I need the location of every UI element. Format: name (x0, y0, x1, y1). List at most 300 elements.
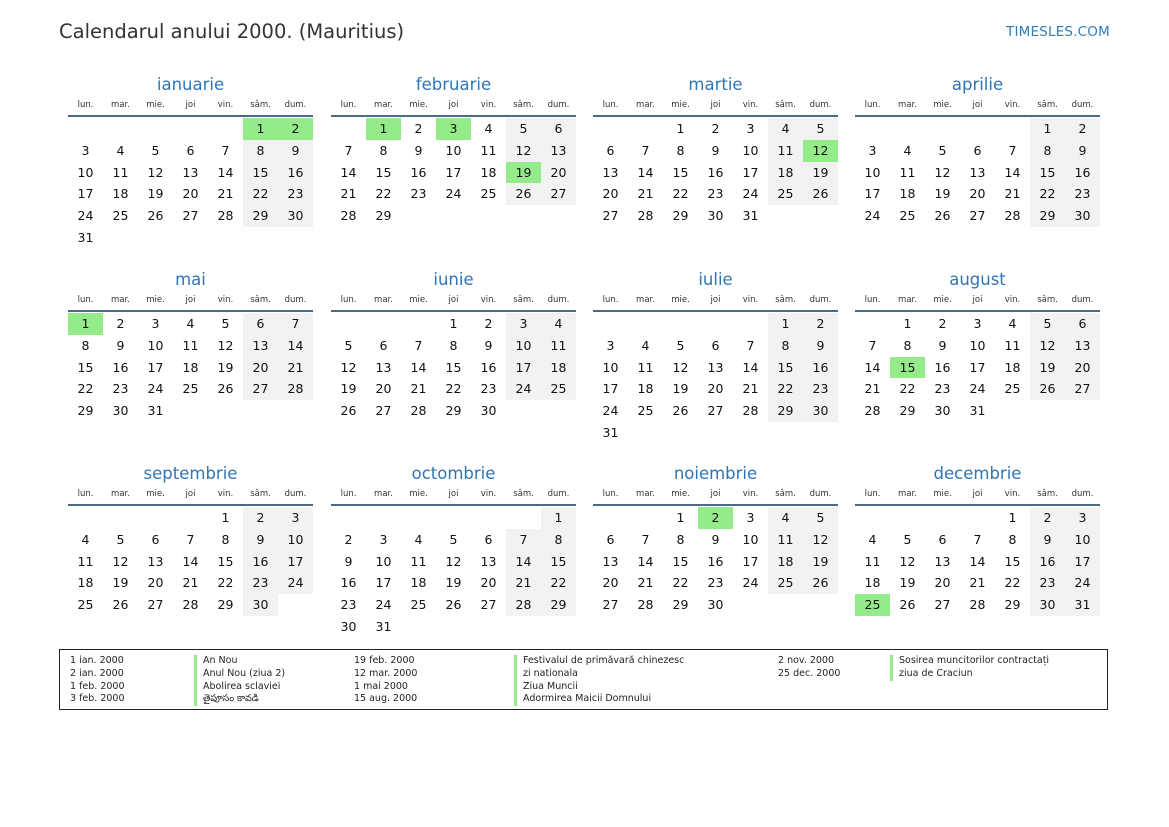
day-cell: 13 (147, 553, 164, 569)
day-cell: 15 (768, 357, 803, 379)
day-cell: 8 (449, 337, 458, 353)
day-cell: 19 (899, 575, 916, 591)
weekday-label: sâm. (1037, 295, 1058, 305)
weekday-label: joi (972, 100, 983, 110)
day-cell: 3 (506, 313, 541, 335)
day-cell: 10 (77, 164, 94, 180)
day-cell: 17 (864, 186, 881, 202)
day-cell: 21 (182, 575, 199, 591)
day-cell: 9 (1030, 529, 1065, 551)
day-cell: 9 (1065, 140, 1100, 162)
weekday-header (855, 98, 1100, 117)
day-cell: 31 (969, 403, 986, 419)
day-cell: 26 (899, 597, 916, 613)
legend-entry: 2 nov. 2000 (778, 655, 834, 666)
day-cell: 15 (541, 551, 576, 573)
month-august (855, 267, 1100, 422)
day-cell: 21 (340, 186, 357, 202)
holiday-legend (59, 649, 1108, 710)
day-cell: 4 (484, 121, 493, 136)
month-name: decembrie (933, 464, 1022, 483)
day-cell: 2 (711, 121, 720, 136)
month-name: februarie (415, 75, 492, 94)
day-cell: 30 (803, 400, 838, 422)
day-cell: 30 (707, 597, 724, 613)
day-cell: 16 (1030, 551, 1065, 573)
weekday-label: lun. (864, 295, 881, 305)
legend-entry: 1 mai 2000 (354, 680, 408, 692)
day-cell: 16 (934, 359, 951, 375)
weekday-label: vin. (217, 100, 234, 110)
weekday-label: mie. (146, 100, 165, 110)
day-cell: 27 (602, 597, 619, 613)
day-cell: 11 (112, 164, 129, 180)
day-cell: 15 (445, 359, 462, 375)
day-cell: 18 (1004, 359, 1021, 375)
day-cell: 29 (899, 403, 916, 419)
day-cell: 7 (344, 142, 353, 158)
day-cell: 17 (742, 553, 759, 569)
day-cell: 11 (899, 164, 916, 180)
weekday-label: lun. (77, 489, 94, 499)
month-decembrie (855, 461, 1100, 616)
weekday-label: sâm. (775, 100, 796, 110)
weekday-label: mie. (671, 489, 690, 499)
day-cell: 26 (445, 597, 462, 613)
month-name: martie (688, 75, 743, 94)
day-cell: 1 (1008, 510, 1017, 525)
day-cell: 17 (1065, 551, 1100, 573)
legend-entry: Anul Nou (ziua 2) (194, 668, 285, 681)
day-cell: 7 (746, 337, 755, 353)
weekday-label: joi (448, 295, 459, 305)
day-cell: 24 (375, 597, 392, 613)
day-cell: 29 (672, 208, 689, 224)
day-cell: 14 (864, 359, 881, 375)
day-cell: 6 (243, 313, 278, 335)
day-cell: 15 (672, 164, 689, 180)
day-cell: 23 (243, 572, 278, 594)
day-cell: 5 (676, 337, 685, 353)
day-cell: 10 (445, 142, 462, 158)
day-cell: 17 (969, 359, 986, 375)
day-cell: 22 (243, 183, 278, 205)
holiday-cell: 2 (698, 507, 733, 529)
day-cell: 24 (445, 186, 462, 202)
day-cell: 1 (676, 510, 685, 525)
day-cell: 11 (637, 359, 654, 375)
day-cell: 4 (768, 507, 803, 529)
day-cell: 28 (182, 597, 199, 613)
weekday-label: mie. (409, 489, 428, 499)
day-cell: 1 (541, 507, 576, 529)
day-cell: 30 (934, 403, 951, 419)
day-cell: 2 (243, 507, 278, 529)
day-cell: 15 (77, 359, 94, 375)
day-cell: 8 (221, 531, 230, 547)
day-cell: 30 (707, 208, 724, 224)
weekday-label: joi (710, 295, 721, 305)
weekday-label: mar. (111, 295, 130, 305)
day-cell: 25 (768, 572, 803, 594)
day-cell: 19 (672, 381, 689, 397)
day-cell: 13 (243, 335, 278, 357)
legend-entry: 2 ian. 2000 (70, 667, 124, 679)
day-cell: 27 (541, 183, 576, 205)
holiday-cell: 12 (803, 140, 838, 162)
day-cell: 13 (602, 164, 619, 180)
day-cell: 24 (77, 208, 94, 224)
day-cell: 10 (278, 529, 313, 551)
day-cell: 9 (243, 529, 278, 551)
day-cell: 29 (243, 205, 278, 227)
weekday-label: mar. (374, 295, 393, 305)
day-cell: 8 (903, 337, 912, 353)
month-name: septembrie (143, 464, 238, 483)
day-cell: 31 (375, 618, 392, 634)
day-cell: 21 (637, 186, 654, 202)
day-cell: 28 (340, 208, 357, 224)
holiday-cell: 3 (436, 118, 471, 140)
day-cell: 28 (1004, 208, 1021, 224)
day-cell: 17 (506, 357, 541, 379)
day-cell: 24 (742, 186, 759, 202)
day-cell: 7 (278, 313, 313, 335)
day-cell: 8 (676, 142, 685, 158)
weekday-label: mar. (898, 295, 917, 305)
day-cell: 11 (182, 337, 199, 353)
day-cell: 4 (1008, 316, 1017, 331)
day-cell: 13 (934, 553, 951, 569)
day-cell: 7 (186, 531, 195, 547)
holiday-cell: 1 (243, 118, 278, 140)
holiday-cell: 1 (68, 313, 103, 335)
day-cell: 29 (217, 597, 234, 613)
weekday-header (855, 293, 1100, 312)
weekday-label: vin. (1004, 100, 1021, 110)
day-cell: 9 (344, 553, 353, 569)
day-cell: 4 (186, 316, 195, 331)
day-cell: 23 (934, 381, 951, 397)
day-cell: 13 (707, 359, 724, 375)
day-cell: 25 (77, 597, 94, 613)
day-cell: 20 (602, 575, 619, 591)
page-title: Calendarul anului 2000. (Mauritius) (59, 20, 405, 43)
weekday-header (593, 487, 838, 506)
month-ianuarie (68, 72, 313, 249)
day-cell: 11 (864, 553, 881, 569)
day-cell: 9 (803, 335, 838, 357)
weekday-label: joi (185, 100, 196, 110)
day-cell: 29 (77, 403, 94, 419)
day-cell: 23 (803, 378, 838, 400)
month-name: iulie (698, 270, 733, 289)
month-septembrie (68, 461, 313, 616)
day-cell: 29 (672, 597, 689, 613)
weekday-label: joi (710, 100, 721, 110)
day-cell: 6 (973, 142, 982, 158)
month-februarie (331, 72, 576, 227)
legend-entry: An Nou (194, 655, 285, 668)
day-cell: 21 (217, 186, 234, 202)
day-cell: 5 (938, 142, 947, 158)
weekday-label: mar. (898, 489, 917, 499)
day-cell: 6 (379, 337, 388, 353)
day-cell: 12 (147, 164, 164, 180)
weekday-label: lun. (602, 100, 619, 110)
day-cell: 19 (934, 186, 951, 202)
day-cell: 22 (77, 381, 94, 397)
day-grid (593, 507, 838, 616)
day-cell: 16 (707, 164, 724, 180)
day-grid (331, 118, 576, 227)
day-cell: 24 (278, 572, 313, 594)
day-cell: 11 (541, 335, 576, 357)
day-cell: 21 (637, 575, 654, 591)
day-cell: 14 (1004, 164, 1021, 180)
day-cell: 23 (707, 575, 724, 591)
day-cell: 15 (217, 553, 234, 569)
day-cell: 14 (340, 164, 357, 180)
month-name: octombrie (411, 464, 496, 483)
day-cell: 6 (938, 531, 947, 547)
day-cell: 21 (506, 572, 541, 594)
weekday-label: mar. (374, 100, 393, 110)
day-cell: 21 (742, 381, 759, 397)
day-cell: 10 (969, 337, 986, 353)
day-cell: 22 (672, 186, 689, 202)
holiday-cell: 19 (506, 162, 541, 184)
day-cell: 29 (768, 400, 803, 422)
weekday-header (855, 487, 1100, 506)
day-cell: 20 (602, 186, 619, 202)
day-cell: 17 (278, 551, 313, 573)
day-cell: 6 (606, 531, 615, 547)
weekday-label: mar. (636, 489, 655, 499)
day-cell: 30 (480, 403, 497, 419)
day-cell: 20 (182, 186, 199, 202)
month-mai (68, 267, 313, 422)
month-name: noiembrie (673, 464, 758, 483)
day-cell: 11 (77, 553, 94, 569)
day-cell: 25 (768, 183, 803, 205)
day-cell: 30 (1030, 594, 1065, 616)
day-cell: 11 (410, 553, 427, 569)
day-cell: 3 (151, 316, 160, 331)
day-cell: 26 (934, 208, 951, 224)
weekday-label: sâm. (250, 295, 271, 305)
day-cell: 31 (1065, 594, 1100, 616)
day-cell: 24 (742, 575, 759, 591)
weekday-label: vin. (217, 295, 234, 305)
legend-entry: Abolirea sclaviei (194, 681, 285, 694)
month-octombrie (331, 461, 576, 638)
day-cell: 1 (903, 316, 912, 331)
day-cell: 18 (541, 357, 576, 379)
day-cell: 17 (602, 381, 619, 397)
day-cell: 18 (899, 186, 916, 202)
day-cell: 17 (77, 186, 94, 202)
day-cell: 6 (151, 531, 160, 547)
day-cell: 14 (182, 553, 199, 569)
month-name: ianuarie (156, 75, 225, 94)
day-cell: 3 (868, 142, 877, 158)
day-cell: 27 (969, 208, 986, 224)
day-cell: 2 (803, 313, 838, 335)
legend-entry: Sosirea muncitorilor contractați (890, 655, 1049, 668)
day-cell: 20 (541, 162, 576, 184)
day-cell: 15 (1004, 553, 1021, 569)
weekday-label: mie. (671, 100, 690, 110)
weekday-label: lun. (340, 295, 357, 305)
weekday-label: joi (972, 295, 983, 305)
day-cell: 12 (1030, 335, 1065, 357)
day-cell: 7 (641, 531, 650, 547)
day-cell: 17 (742, 164, 759, 180)
day-cell: 3 (379, 531, 388, 547)
day-cell: 20 (243, 357, 278, 379)
day-cell: 18 (768, 162, 803, 184)
day-cell: 3 (81, 142, 90, 158)
day-cell: 18 (182, 359, 199, 375)
day-cell: 7 (868, 337, 877, 353)
month-name: iunie (433, 270, 474, 289)
weekday-header (68, 98, 313, 117)
day-cell: 12 (112, 553, 129, 569)
day-grid (855, 507, 1100, 616)
weekday-label: mar. (636, 100, 655, 110)
weekday-label: lun. (602, 295, 619, 305)
day-cell: 1 (676, 121, 685, 136)
day-cell: 2 (938, 316, 947, 331)
weekday-label: dum. (284, 295, 307, 305)
day-cell: 2 (1065, 118, 1100, 140)
day-cell: 14 (742, 359, 759, 375)
day-cell: 31 (742, 208, 759, 224)
weekday-label: vin. (1004, 489, 1021, 499)
weekday-label: lun. (77, 295, 94, 305)
weekday-header (331, 98, 576, 117)
day-cell: 2 (414, 121, 423, 136)
day-cell: 7 (414, 337, 423, 353)
day-cell: 22 (217, 575, 234, 591)
day-cell: 18 (864, 575, 881, 591)
weekday-label: dum. (284, 100, 307, 110)
weekday-label: lun. (864, 100, 881, 110)
day-cell: 13 (602, 553, 619, 569)
site-link[interactable]: TIMESLES.COM (1006, 24, 1110, 40)
weekday-label: dum. (547, 295, 570, 305)
day-cell: 25 (480, 186, 497, 202)
day-cell: 15 (243, 162, 278, 184)
legend-entry: 1 ian. 2000 (70, 655, 124, 666)
day-cell: 10 (147, 337, 164, 353)
legend-entry: ziua de Craciun (890, 668, 1049, 681)
day-cell: 1 (449, 316, 458, 331)
day-cell: 28 (637, 208, 654, 224)
day-cell: 5 (803, 118, 838, 140)
day-cell: 16 (480, 359, 497, 375)
day-cell: 12 (217, 337, 234, 353)
weekday-label: dum. (809, 100, 832, 110)
day-cell: 6 (541, 118, 576, 140)
day-grid (855, 118, 1100, 227)
day-cell: 19 (445, 575, 462, 591)
day-cell: 23 (1065, 183, 1100, 205)
day-cell: 17 (445, 164, 462, 180)
day-cell: 23 (340, 597, 357, 613)
day-cell: 13 (182, 164, 199, 180)
day-cell: 27 (934, 597, 951, 613)
day-cell: 5 (506, 118, 541, 140)
day-cell: 4 (641, 337, 650, 353)
day-cell: 25 (899, 208, 916, 224)
day-cell: 10 (742, 531, 759, 547)
legend-names-col1 (194, 655, 285, 706)
day-cell: 22 (445, 381, 462, 397)
day-cell: 3 (746, 121, 755, 136)
weekday-label: joi (448, 489, 459, 499)
day-cell: 16 (707, 553, 724, 569)
day-cell: 26 (506, 183, 541, 205)
weekday-label: dum. (284, 489, 307, 499)
weekday-header (331, 293, 576, 312)
weekday-label: lun. (340, 100, 357, 110)
weekday-label: mar. (111, 100, 130, 110)
month-martie (593, 72, 838, 227)
legend-entry: 25 dec. 2000 (778, 667, 841, 679)
weekday-header (68, 487, 313, 506)
day-cell: 9 (278, 140, 313, 162)
day-cell: 20 (707, 381, 724, 397)
day-cell: 19 (803, 162, 838, 184)
weekday-label: dum. (809, 295, 832, 305)
day-cell: 27 (147, 597, 164, 613)
day-cell: 15 (375, 164, 392, 180)
day-cell: 5 (116, 531, 125, 547)
day-cell: 11 (480, 142, 497, 158)
month-name: august (949, 270, 1006, 289)
day-cell: 5 (344, 337, 353, 353)
day-cell: 19 (1030, 357, 1065, 379)
legend-entry: Ziua Muncii (514, 681, 684, 694)
day-cell: 24 (147, 381, 164, 397)
weekday-label: mie. (146, 295, 165, 305)
day-cell: 19 (147, 186, 164, 202)
day-cell: 20 (480, 575, 497, 591)
weekday-label: mie. (933, 489, 952, 499)
day-cell: 10 (742, 142, 759, 158)
day-cell: 30 (112, 403, 129, 419)
day-cell: 8 (1030, 140, 1065, 162)
day-cell: 16 (112, 359, 129, 375)
day-cell: 28 (742, 403, 759, 419)
day-cell: 25 (182, 381, 199, 397)
day-cell: 21 (969, 575, 986, 591)
month-name: mai (175, 270, 206, 289)
day-cell: 12 (934, 164, 951, 180)
day-cell: 4 (414, 531, 423, 547)
day-cell: 23 (480, 381, 497, 397)
day-cell: 11 (768, 529, 803, 551)
weekday-label: sâm. (513, 295, 534, 305)
weekday-label: mie. (409, 295, 428, 305)
day-cell: 19 (217, 359, 234, 375)
day-cell: 29 (375, 208, 392, 224)
weekday-label: sâm. (1037, 100, 1058, 110)
weekday-label: dum. (1071, 295, 1094, 305)
day-cell: 24 (602, 403, 619, 419)
